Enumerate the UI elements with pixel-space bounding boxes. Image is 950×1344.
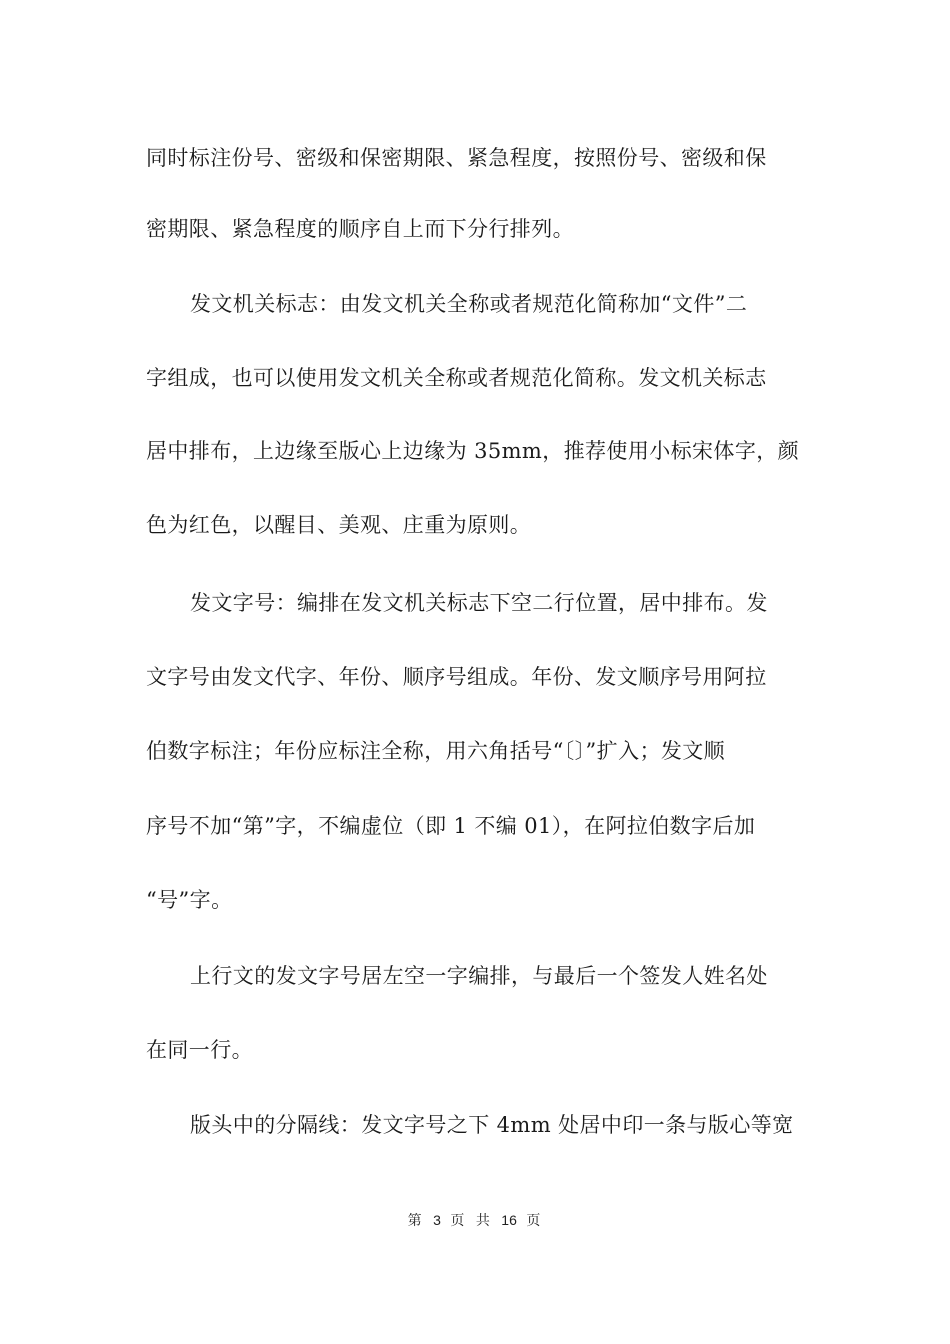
page-number-footer (0, 1208, 950, 1232)
paragraph-line: 序号不加“第”字，不编虚位（即 1 不编 01），在阿拉伯数字后加 (146, 814, 756, 838)
total-pages-number: 16 (501, 1212, 517, 1228)
paragraph-line: 文字号由发文代字、年份、顺序号组成。年份、发文顺序号用阿拉 (146, 665, 767, 689)
footer-prefix: 第 (407, 1213, 424, 1229)
paragraph-line: 密期限、紧急程度的顺序自上而下分行排列。 (146, 217, 574, 241)
paragraph-line: 字组成，也可以使用发文机关全称或者规范化简称。发文机关标志 (146, 366, 767, 390)
paragraph-line: 发文机关标志：由发文机关全称或者规范化简称加“文件”二 (190, 292, 748, 316)
paragraph-line: 色为红色，以醒目、美观、庄重为原则。 (146, 513, 532, 537)
footer-suffix: 页 (526, 1213, 543, 1229)
paragraph-line: 发文字号：编排在发文机关标志下空二行位置，居中排布。发 (190, 591, 768, 615)
current-page-number: 3 (433, 1212, 441, 1228)
paragraph-line: 版头中的分隔线：发文字号之下 4mm 处居中印一条与版心等宽 (190, 1113, 794, 1137)
paragraph-line: 伯数字标注；年份应标注全称，用六角括号“〔〕”扩入；发文顺 (146, 739, 726, 763)
footer-middle: 页 共 (450, 1213, 492, 1229)
paragraph-line: 上行文的发文字号居左空一字编排，与最后一个签发人姓名处 (190, 964, 768, 988)
paragraph-line: 居中排布，上边缘至版心上边缘为 35mm，推荐使用小标宋体字，颜 (146, 439, 800, 463)
paragraph-line: 同时标注份号、密级和保密期限、紧急程度，按照份号、密级和保 (146, 146, 767, 170)
paragraph-line: “号”字。 (146, 888, 233, 912)
paragraph-line: 在同一行。 (146, 1038, 253, 1062)
